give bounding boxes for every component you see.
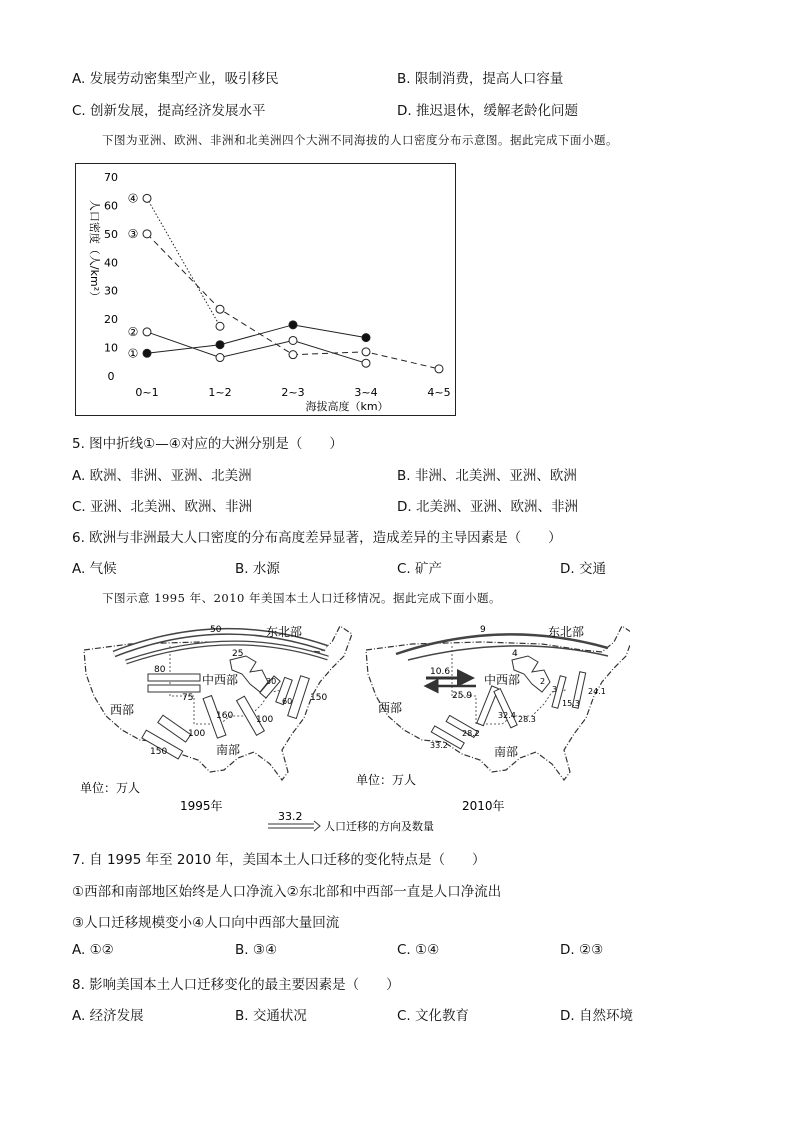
- series-point-2: [216, 354, 224, 362]
- flow-label: 15.3: [562, 699, 580, 708]
- q7-item-1: ①西部和南部地区始终是人口净流入②东北部和中西部一直是人口净流出: [72, 884, 502, 900]
- flow-label: 33.2: [430, 741, 448, 750]
- y-tick-label: 40: [104, 256, 118, 270]
- q8-option-c: C. 文化教育: [397, 1008, 470, 1024]
- y-tick-label: 50: [104, 227, 118, 241]
- series-point-3: [435, 365, 443, 373]
- q6-option-b: B. 水源: [235, 561, 280, 577]
- map-1995: [80, 625, 352, 813]
- series-point-3: [143, 230, 151, 238]
- region-label-northeast: 东北部: [548, 625, 585, 639]
- flow-label: 60: [282, 697, 293, 706]
- y-tick-label: 70: [104, 171, 118, 184]
- q5-stem: 5. 图中折线①—④对应的大洲分别是（ ）: [72, 436, 343, 452]
- legend-value: 33.2: [278, 810, 303, 823]
- q5-option-c: C. 亚洲、北美洲、欧洲、非洲: [72, 499, 253, 515]
- series-point-4: [216, 322, 224, 330]
- series-point-2: [143, 328, 151, 336]
- q5-option-d: D. 北美洲、亚洲、欧洲、非洲: [397, 499, 578, 515]
- arrow-75-1995: [148, 685, 200, 692]
- q6-option-d: D. 交通: [560, 561, 606, 577]
- region-label-west: 西部: [378, 701, 403, 715]
- unit-label-1995: 单位：万人: [80, 781, 141, 795]
- map-legend: [268, 810, 434, 833]
- q7-option-a: A. ①②: [72, 942, 114, 958]
- flow-label: 25.9: [452, 691, 473, 701]
- legend-label: 人口迁移的方向及数量: [324, 820, 434, 833]
- flow-label: 28.3: [518, 715, 536, 724]
- q6-option-c: C. 矿产: [397, 561, 443, 577]
- series-label-4: ④: [127, 191, 139, 206]
- q7-option-c: C. ①④: [397, 942, 440, 958]
- series-point-1: [362, 334, 370, 342]
- q4-option-a: A. 发展劳动密集型产业，吸引移民: [72, 71, 279, 87]
- x-tick-label: 0~1: [135, 386, 159, 399]
- migration-maps: [70, 612, 630, 837]
- flow-label: 100: [188, 729, 206, 739]
- q4-option-c: C. 创新发展，提高经济发展水平: [72, 103, 266, 119]
- population-density-chart: [75, 163, 456, 416]
- series-label-2: ②: [127, 324, 139, 339]
- q5-option-a: A. 欧洲、非洲、亚洲、北美洲: [72, 468, 252, 484]
- q7-option-d: D. ②③: [560, 942, 604, 958]
- unit-label-2010: 单位：万人: [356, 773, 417, 787]
- flow-label: 75: [182, 693, 194, 703]
- q5-option-b: B. 非洲、北美洲、亚洲、欧洲: [397, 468, 577, 484]
- year-label-1995: 1995年: [180, 799, 223, 813]
- series-point-2: [362, 359, 370, 367]
- arrow-100b-1995: [158, 715, 191, 742]
- q7-item-2: ③人口迁移规模变小④人口向中西部大量回流: [72, 915, 340, 931]
- q7-stem: 7. 自 1995 年至 2010 年，美国本土人口迁移的变化特点是（ ）: [72, 852, 486, 868]
- x-tick-label: 3~4: [354, 386, 378, 399]
- arc-4-2010: [408, 646, 608, 660]
- flow-label: 50: [210, 625, 222, 635]
- flow-label: 150: [310, 693, 328, 703]
- flow-label: 3: [552, 685, 558, 694]
- x-axis-label: 海拔高度（km）: [305, 400, 389, 413]
- y-tick-label: 60: [104, 199, 118, 213]
- series-point-1: [289, 321, 297, 329]
- flow-label: 80: [154, 665, 166, 675]
- y-tick-label: 0: [107, 370, 115, 383]
- flow-label: 32.4: [498, 711, 516, 720]
- flow-label: 28.2: [462, 729, 480, 738]
- flow-label: 9: [480, 625, 486, 635]
- map-2010: [356, 625, 630, 813]
- region-label-midwest: 中西部: [202, 673, 239, 687]
- q8-stem: 8. 影响美国本土人口迁移变化的最主要因素是（ ）: [72, 977, 400, 993]
- region-label-south: 南部: [216, 743, 241, 757]
- flow-label: 160: [216, 711, 234, 721]
- x-tick-label: 2~3: [281, 386, 305, 399]
- series-label-1: ①: [127, 346, 139, 361]
- series-point-3: [289, 351, 297, 359]
- region-label-northeast: 东北部: [266, 625, 303, 639]
- flow-label: 10.6: [430, 667, 451, 677]
- y-axis-label: 人口密度（人/km²）: [88, 199, 101, 303]
- flow-label: 4: [512, 649, 518, 659]
- series-point-3: [216, 305, 224, 313]
- q4-option-d: D. 推迟退休，缓解老龄化问题: [397, 103, 578, 119]
- flow-label: 150: [150, 747, 168, 757]
- series-point-1: [143, 349, 151, 357]
- flow-label: 30: [266, 677, 277, 686]
- y-tick-label: 30: [104, 284, 118, 298]
- q8-option-d: D. 自然环境: [560, 1008, 633, 1024]
- q8-option-b: B. 交通状况: [235, 1008, 307, 1024]
- flow-label: 2: [540, 677, 546, 686]
- y-tick-label: 10: [104, 341, 118, 355]
- region-label-midwest: 中西部: [484, 673, 521, 687]
- year-label-2010: 2010年: [462, 799, 505, 813]
- arrow-28-3-2010: [494, 689, 517, 728]
- flow-label: 100: [256, 715, 274, 725]
- series-point-4: [143, 194, 151, 202]
- q6-option-a: A. 气候: [72, 561, 117, 577]
- q4-option-b: B. 限制消费，提高人口容量: [397, 71, 564, 87]
- series-label-3: ③: [127, 226, 139, 241]
- region-label-south: 南部: [494, 745, 519, 759]
- y-tick-label: 20: [104, 313, 118, 327]
- series-point-3: [362, 348, 370, 356]
- x-tick-label: 4~5: [427, 386, 451, 399]
- region-label-west: 西部: [110, 703, 135, 717]
- intro-maps: 下图示意 1995 年、2010 年美国本土人口迁移情况。据此完成下面小题。: [102, 591, 501, 605]
- flow-label: 24.1: [588, 687, 606, 696]
- series-point-2: [289, 336, 297, 344]
- q6-stem: 6. 欧洲与非洲最大人口密度的分布高度差异显著，造成差异的主导因素是（ ）: [72, 530, 562, 546]
- q8-option-a: A. 经济发展: [72, 1008, 144, 1024]
- series-point-1: [216, 341, 224, 349]
- intro-chart: 下图为亚洲、欧洲、非洲和北美洲四个大洲不同海拔的人口密度分布示意图。据此完成下面小题。: [102, 133, 618, 147]
- x-tick-label: 1~2: [208, 386, 232, 399]
- flow-label: 25: [232, 649, 244, 659]
- arrow-80-1995: [148, 674, 200, 681]
- q7-option-b: B. ③④: [235, 942, 278, 958]
